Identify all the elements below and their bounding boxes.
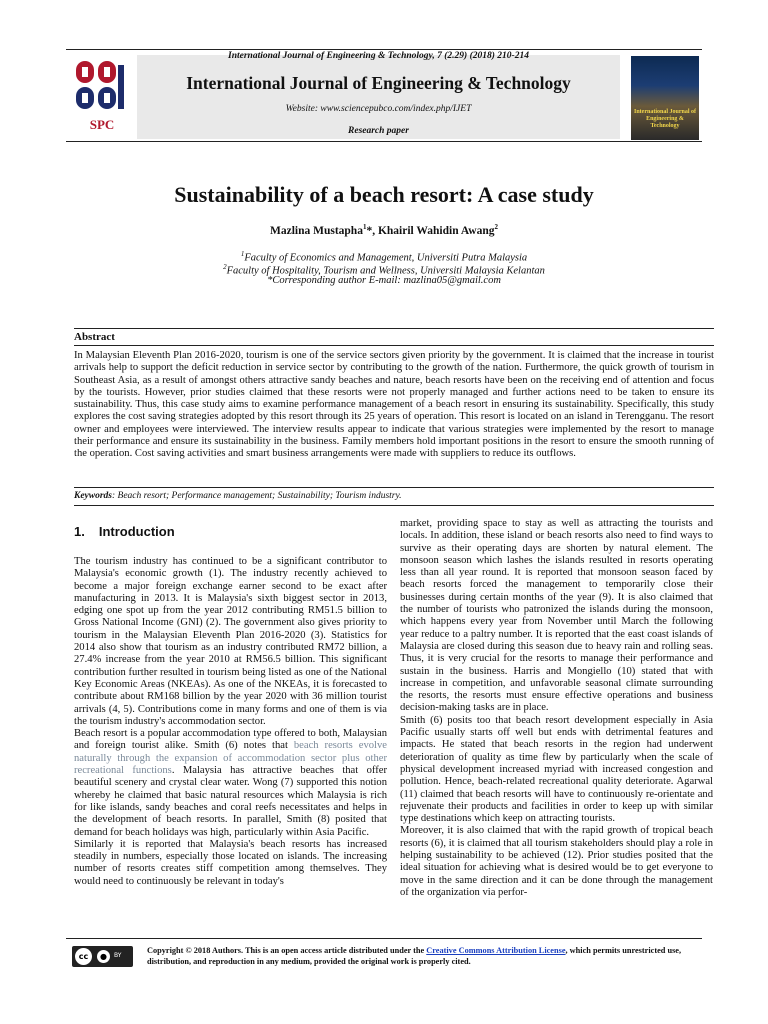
keywords-label: Keywords (74, 491, 112, 501)
abstract-top-rule (74, 328, 714, 329)
paragraph-text: Beach resort is a popular accommodation type offered to both, Malaysian and foreign tourist alike. Smith (6) notes that (74, 728, 387, 752)
author-name: Khairil Wahidin Awang (377, 224, 495, 237)
keywords (74, 491, 714, 501)
section-heading (74, 524, 175, 539)
paragraph (74, 728, 387, 839)
section-number: 1. (74, 524, 85, 539)
license-link[interactable]: Creative Commons Attribution License (426, 946, 566, 955)
cc-icon: cc (75, 948, 92, 965)
affiliation-1 (66, 250, 702, 264)
copyright-text: Copyright © 2018 Authors. This is an open access article distributed under the (147, 946, 427, 955)
abstract-heading: Abstract (74, 331, 115, 343)
publisher-logo-text: SPC (89, 117, 115, 132)
paragraph: Smith (6) posits too that beach resort development especially in Asia Pacific usually starts off well but ends with detrimental features and impacts. He stated that beach resorts in the region had underwent deterioration of quality as time flew by particularly when the scale of physical development increased myriad with increased congestion and pollution. Hence, beach-related recreational quality deteriorate. Agarwal (11) claimed that beach resorts will have to continuously re-orientate and rejuvenate their products and facilities in order to keep up with similar type destinations which keep on attracting tourists. (400, 714, 713, 825)
footer-rule (66, 938, 702, 939)
corresponding-marker: *, (366, 224, 378, 237)
affiliation-text: Faculty of Economics and Management, Universiti Putra Malaysia (244, 252, 528, 264)
copyright-notice (147, 946, 715, 967)
journal-title: International Journal of Engineering & Technology (186, 73, 571, 93)
affiliation-marker: 1 (240, 250, 245, 258)
journal-website[interactable]: Website: www.sciencepubco.com/index.php/IJET (285, 104, 472, 114)
paper-type: Research paper (348, 126, 409, 136)
author-list (66, 223, 702, 237)
cc-by-label: BY (114, 952, 122, 959)
paragraph: The tourism industry has continued to be a significant contributor to Malaysia's economic growth (1). The industry recently achieved to become a major foreign exchange earner second to be exact after manufacturing in 2013. It is Malaysia's sixth biggest sector in 2013, edging one spot up from the year 2012 contributing RM51.5 billion to Gross National Income (GNI) (2). The government also gives priority to tourism in the Malaysian Eleventh Plan 2016-2020 (3). Statistics for 2014 also show that tourism as an industry contributed RM72 billion, a 27.4% increase from the year 2010 at RM56.5 billion. This significant contribution further resulted in tourism being listed as one of the National Key Economic Areas (NKEAs). As one of the NKEAs, it is forecasted to contribute about RM168 billion by the year 2020 with 36 million tourist arrivals (4, 5). Contributions come in many forms and one of them is via the tourism industry's accommodation sector. (74, 556, 387, 727)
paper-title: Sustainability of a beach resort: A case study (174, 182, 594, 207)
author-name: Mazlina Mustapha (269, 224, 363, 237)
cover-label: International Journal of Engineering & Technology (633, 109, 696, 129)
abstract-text: In Malaysian Eleventh Plan 2016-2020, tourism is one of the service sectors given priority by the government. It is claimed that the increase in tourist arrivals help to support the deficit reduction in service sector by contributing to the growth of the nation. Furthermore, the quick growth of tourism in Southeast Asia, as a result of amongst others attractive sandy beaches and nature, beach resorts have been on the receiving end of attention and focus by the tourists. However, prior studies claimed that these resorts were not properly managed and further actions need to be taken to ensure its sustainability. Thus, this case study aims to examine performance management of a beach resort in ensuring its sustainability. Specifically, this study explores the cost saving strategies adopted by this resort through its 25 years of operation. This resort is located on an island in Terengganu. The resort owner and employees were interviewed. The interview results appear to indicate that various strategies were implemented by the resort to manage their performance and ensure its sustainability in the business. Family members hold important positions in the resort to ensure the smooth running of the operation. Cost saving activities and smart business arrangements were made with suppliers to reduce its outflows. (74, 350, 714, 460)
corresponding-author: *Corresponding author E-mail: mazlina05@gmail.com (267, 275, 501, 286)
attribution-person-icon: ● (97, 950, 110, 963)
affiliation-marker: 2 (223, 263, 227, 271)
paragraph: Moreover, it is also claimed that with the rapid growth of tropical beach resorts (6), it is claimed that all tourism stakeholders should play a role in helping sustainability to be achieved (12). Prior studies posited that the ideal situation for achieving what is desired would be to get everyone to move in the same direction and it can be done through the management of the organization via perfor- (400, 825, 713, 898)
section-title: Introduction (98, 524, 175, 539)
affiliation-marker: 2 (494, 223, 498, 231)
affiliation-text: Faculty of Hospitality, Tourism and Wellness, Universiti Malaysia Kelantan (226, 265, 545, 277)
journal-cover-image (631, 56, 699, 140)
abstract-heading-rule (74, 345, 714, 346)
keywords-rule (74, 487, 714, 488)
left-column (74, 556, 387, 888)
journal-citation: International Journal of Engineering & Technology, 7 (2.29) (2018) 210-214 (228, 51, 529, 61)
publisher-logo (68, 55, 136, 139)
right-column (400, 518, 713, 899)
keywords-list: : Beach resort; Performance management; Sustainability; Tourism industry. (112, 491, 402, 501)
keywords-bottom-rule (74, 505, 714, 506)
header-top-rule (66, 49, 702, 50)
paragraph-text: . Malaysia has attractive beaches that offer beautiful scenery and crystal clear water. Wong (7) supported this notion whereby he claimed that basic natural resources which Malaysia is rich for like islands, sandy beaches and coral reefs necessitates and helps in the development of beach resorts. In parallel, Smith (8) posited that demand for beach holidays was high, particularly within Asia Pacific. (74, 765, 387, 838)
paragraph: Similarly it is reported that Malaysia's beach resorts has increased steadily in numbers, especially those located on islands. The increasing number of resorts creates stiff competition among themselves. They would need to continuously be relevant in today's (74, 838, 387, 887)
quoted-text: beach resorts evolve naturally through the expansion of accommodation sector plus other recreational functions (74, 740, 387, 777)
header-bottom-rule (66, 141, 702, 142)
paragraph: market, providing space to stay as well as attracting the tourists and locals. In addition, these island or beach resorts also need to find ways to survive as their operating days are shorten by natural element. The monsoon season which lashes the islands resulted in resorts operating less than all year round. It is reported that monsoon season faced by beach resorts forced the management to temporarily close their businesses during certain months of the year (9). It is also claimed that the number of tourists who patronized the islands during the monsoon, which happens every year from November until March the following year reduce to a paltry number. It is reported that the east coast islands of Malaysia are closed during this season due to heavy rain and rolling seas. Thus, it is very crucial for the resorts to manage their performance and sustain in the business. Harris and Mongiello (10) stated that with increase in competition, and unfavorable seasonal climate surrounding the resorts, the resorts must ensure effective operations and business decision-making tasks are in place. (400, 518, 713, 714)
affiliation-marker: 1 (362, 223, 367, 231)
creative-commons-badge[interactable] (72, 946, 133, 967)
copyright-text: , which permits unrestricted use, distribution, and reproduction in any medium, provided the original work is properly cited. (147, 946, 682, 966)
